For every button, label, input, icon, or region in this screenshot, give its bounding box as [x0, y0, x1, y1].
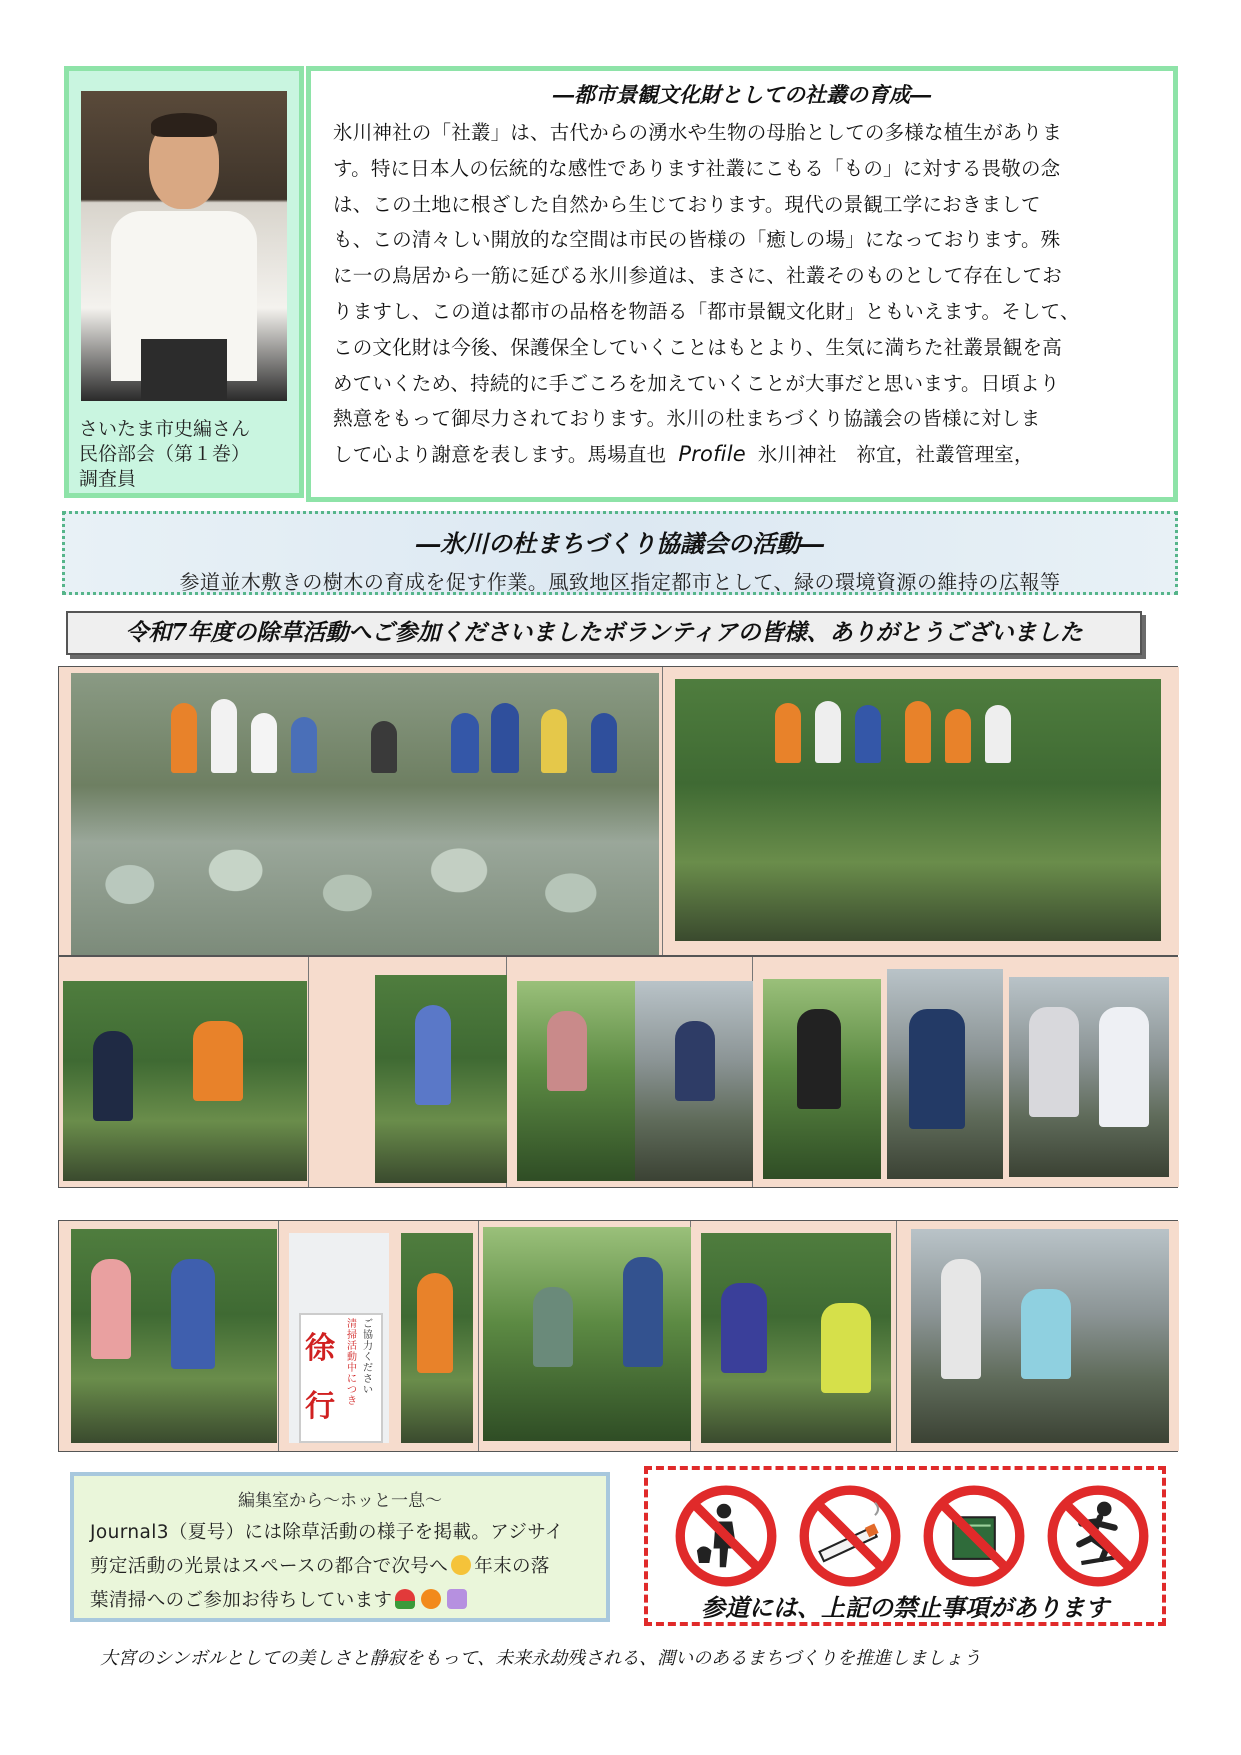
- profile-label: Profile: [678, 442, 746, 467]
- editor-note-title: 編集室から～ホッと一息～: [238, 1491, 442, 1511]
- photo-cell: [479, 1221, 691, 1451]
- photo-cell: [663, 667, 1179, 955]
- editor-note-box: [70, 1472, 610, 1622]
- essay-last-line: [333, 437, 1165, 473]
- orange-icon: [421, 1589, 441, 1609]
- activity-description: 参道並木敷きの樹木の育成を促す作業。風致地区指定都市として、緑の環境資源の維持の広報等: [179, 570, 1061, 594]
- caption-line: 調査員: [79, 468, 137, 490]
- essay-title: ―都市景観文化財としての社叢の育成―: [553, 82, 931, 107]
- prohibitions-box: [644, 1466, 1166, 1626]
- no-parking-icon: [922, 1484, 1026, 1588]
- slow-down-sign: [299, 1313, 383, 1443]
- sign-top-char: 徐: [305, 1331, 335, 1366]
- essay-line: 熱意をもって御尽力されております。氷川の杜まちづくり協議会の皆様に対しま: [333, 407, 1041, 431]
- photo-cell: [897, 1221, 1179, 1451]
- editor-line: [90, 1550, 600, 1584]
- editor-note-body: [90, 1516, 600, 1618]
- weeding-photo: [401, 1233, 473, 1443]
- photo-cell: [309, 957, 507, 1187]
- activity-title: ―氷川の杜まちづくり協議会の活動―: [416, 529, 824, 558]
- photo-cell: [507, 957, 753, 1187]
- thanks-banner: 令和7年度の除草活動へご参加くださいましたボランティアの皆様、ありがとうございました: [66, 611, 1142, 655]
- weeding-photo: [887, 969, 1003, 1179]
- priest-portrait-photo: [81, 91, 287, 401]
- sign-side-text: 清掃活動中につき: [347, 1319, 357, 1407]
- weeding-photo: [63, 981, 307, 1181]
- photo-cell: [59, 667, 663, 955]
- weeding-photo: [911, 1229, 1169, 1443]
- photo-cell: [691, 1221, 897, 1451]
- editor-line-text: 葉清掃へのご参加お待ちしています: [90, 1590, 393, 1611]
- editor-line-tail: 年末の落: [474, 1556, 550, 1577]
- essay-line: めていくため、持続的に手ごころを加えていくことが大事だと思います。日頃より: [333, 371, 1060, 395]
- weeding-photo: [71, 1229, 277, 1443]
- weeding-photo: [517, 981, 635, 1181]
- essay-last-line-text: して心より謝意を表します。馬場直也: [333, 443, 667, 467]
- essay-box: [306, 66, 1178, 502]
- weeding-photo: [635, 981, 753, 1181]
- profile-photo-box: [64, 66, 304, 498]
- weeding-photo: [483, 1227, 691, 1441]
- essay-line: 氷川神社の「社叢」は、古代からの湧水や生物の母胎としての多様な植生がありま: [333, 121, 1062, 144]
- photo-cell: [59, 1221, 279, 1451]
- sign-bottom-char: 行: [305, 1389, 335, 1424]
- essay-affiliation: 氷川神社 祢宜，社叢管理室，: [757, 443, 1034, 467]
- essay-line: に一の鳥居から一筋に延びる氷川参道は、まさに、社叢そのものとして存在してお: [333, 264, 1062, 288]
- essay-body: [333, 115, 1165, 473]
- photo-row-2: [58, 956, 1178, 1188]
- sign-side-text-2: ご協力ください: [363, 1319, 373, 1396]
- no-skateboard-icon: [1046, 1484, 1150, 1588]
- no-smoking-icon: [798, 1484, 902, 1588]
- activity-band: [62, 511, 1178, 595]
- essay-line: りますし、この道は都市の品格を物語る「都市景観文化財」ともいえます。そして、: [333, 299, 1080, 323]
- no-littering-icon: [674, 1484, 778, 1588]
- footer-slogan: 大宮のシンボルとしての美しさと静寂をもって、未来永劫残される、潤いのあるまちづくりを推進しましょう: [100, 1648, 982, 1669]
- photo-cell: [59, 957, 309, 1187]
- photo-cell: [753, 957, 1179, 1187]
- person-relaxing-icon: [447, 1589, 467, 1609]
- watermelon-icon: [395, 1589, 415, 1609]
- essay-line: この文化財は今後、保護保全していくことはもとより、生気に満ちた社叢景観を高: [333, 335, 1062, 359]
- prohibitions-text: 参道には、上記の禁止事項があります: [701, 1593, 1109, 1622]
- essay-line: も、この清々しい開放的な空間は市民の皆様の「癒しの場」になっております。殊: [333, 228, 1061, 252]
- weeding-photo: [1009, 977, 1169, 1177]
- photo-cell: [279, 1221, 479, 1451]
- grinning-face-icon: [451, 1555, 471, 1575]
- photo-row-1: [58, 666, 1178, 956]
- editor-line-text: 剪定活動の光景はスペースの都合で次号へ: [90, 1556, 449, 1577]
- photo-row-3: [58, 1220, 1178, 1452]
- weeding-photo: [701, 1233, 891, 1443]
- essay-line: は、この土地に根ざした自然から生じております。現代の景観工学におきまして: [333, 192, 1041, 216]
- weeding-photo: [763, 979, 881, 1179]
- caption-line: 民俗部会（第１巻）: [79, 443, 251, 465]
- traffic-sign-photo: [289, 1233, 389, 1443]
- essay-line: す。特に日本人の伝統的な感性であります社叢にこもる「もの」に対する畏敬の念: [333, 156, 1061, 180]
- caption-line: さいたま市史編さん: [79, 418, 251, 440]
- editor-line: [90, 1584, 600, 1618]
- volunteer-group-photo: [675, 679, 1161, 941]
- weeding-photo: [375, 975, 507, 1183]
- profile-caption: [79, 417, 299, 492]
- volunteer-group-photo: [71, 673, 659, 955]
- editor-line: Journal3（夏号）には除草活動の様子を掲載。アジサイ: [90, 1522, 564, 1543]
